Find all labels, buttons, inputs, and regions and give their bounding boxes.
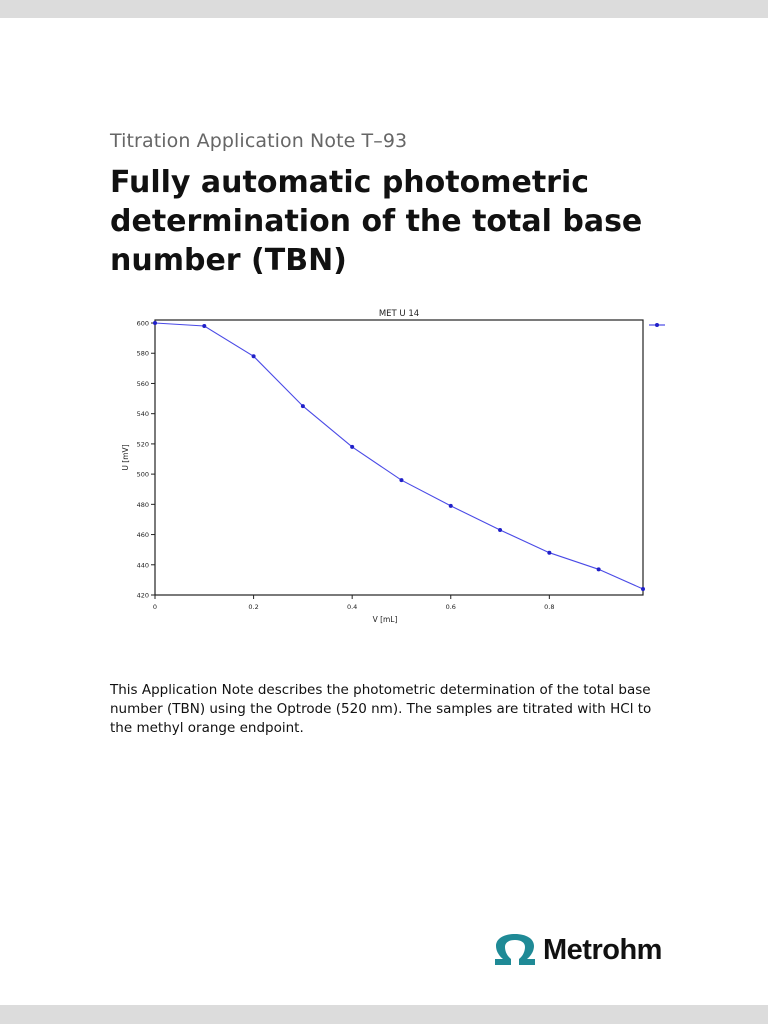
y-tick-label: 540: [136, 410, 149, 419]
y-tick-label: 460: [136, 531, 149, 540]
series-label: Titration Application Note T–93: [110, 130, 408, 152]
y-tick-label: 480: [136, 500, 149, 509]
data-point: [547, 551, 551, 555]
data-point: [641, 587, 645, 591]
x-tick-label: 0.8: [544, 603, 555, 611]
titration-chart: [108, 305, 668, 635]
y-tick-label: 560: [136, 379, 149, 388]
description: This Application Note describes the photometric determination of the total base number (TBN) using the Optrode (520 nm). The samples are titrated with HCl to the methyl orange endpoint.: [110, 682, 652, 736]
data-point: [597, 567, 601, 571]
data-point: [350, 445, 354, 449]
data-point: [153, 321, 157, 325]
y-tick-label: 440: [136, 561, 149, 570]
data-point: [449, 504, 453, 508]
x-tick-label: 0.2: [248, 603, 259, 611]
x-axis-label: V [mL]: [372, 615, 398, 624]
data-point: [202, 324, 206, 328]
data-point: [301, 404, 305, 408]
chart-svg: [108, 305, 668, 635]
data-point: [399, 478, 403, 482]
document-page: [0, 18, 768, 1005]
y-tick-label: 420: [136, 591, 149, 600]
plot-frame: [155, 320, 643, 595]
data-point: [252, 354, 256, 358]
document-title: Fully automatic photometric determination of the total base number (TBN): [110, 165, 643, 278]
metrohm-omega-icon: [493, 933, 537, 967]
brand-name: Metrohm: [543, 933, 662, 966]
y-tick-label: 500: [136, 470, 149, 479]
chart-title: MET U 14: [378, 309, 420, 319]
legend-marker: [655, 323, 659, 327]
y-axis-label: U [mV]: [121, 444, 130, 471]
y-tick-label: 600: [136, 319, 149, 328]
x-tick-label: 0.6: [445, 603, 456, 611]
y-tick-label: 580: [136, 349, 149, 358]
metrohm-logo: [493, 930, 662, 970]
data-point: [498, 528, 502, 532]
y-tick-label: 520: [136, 440, 149, 449]
x-tick-label: 0: [152, 603, 158, 611]
x-tick-label: 0.4: [346, 603, 358, 611]
